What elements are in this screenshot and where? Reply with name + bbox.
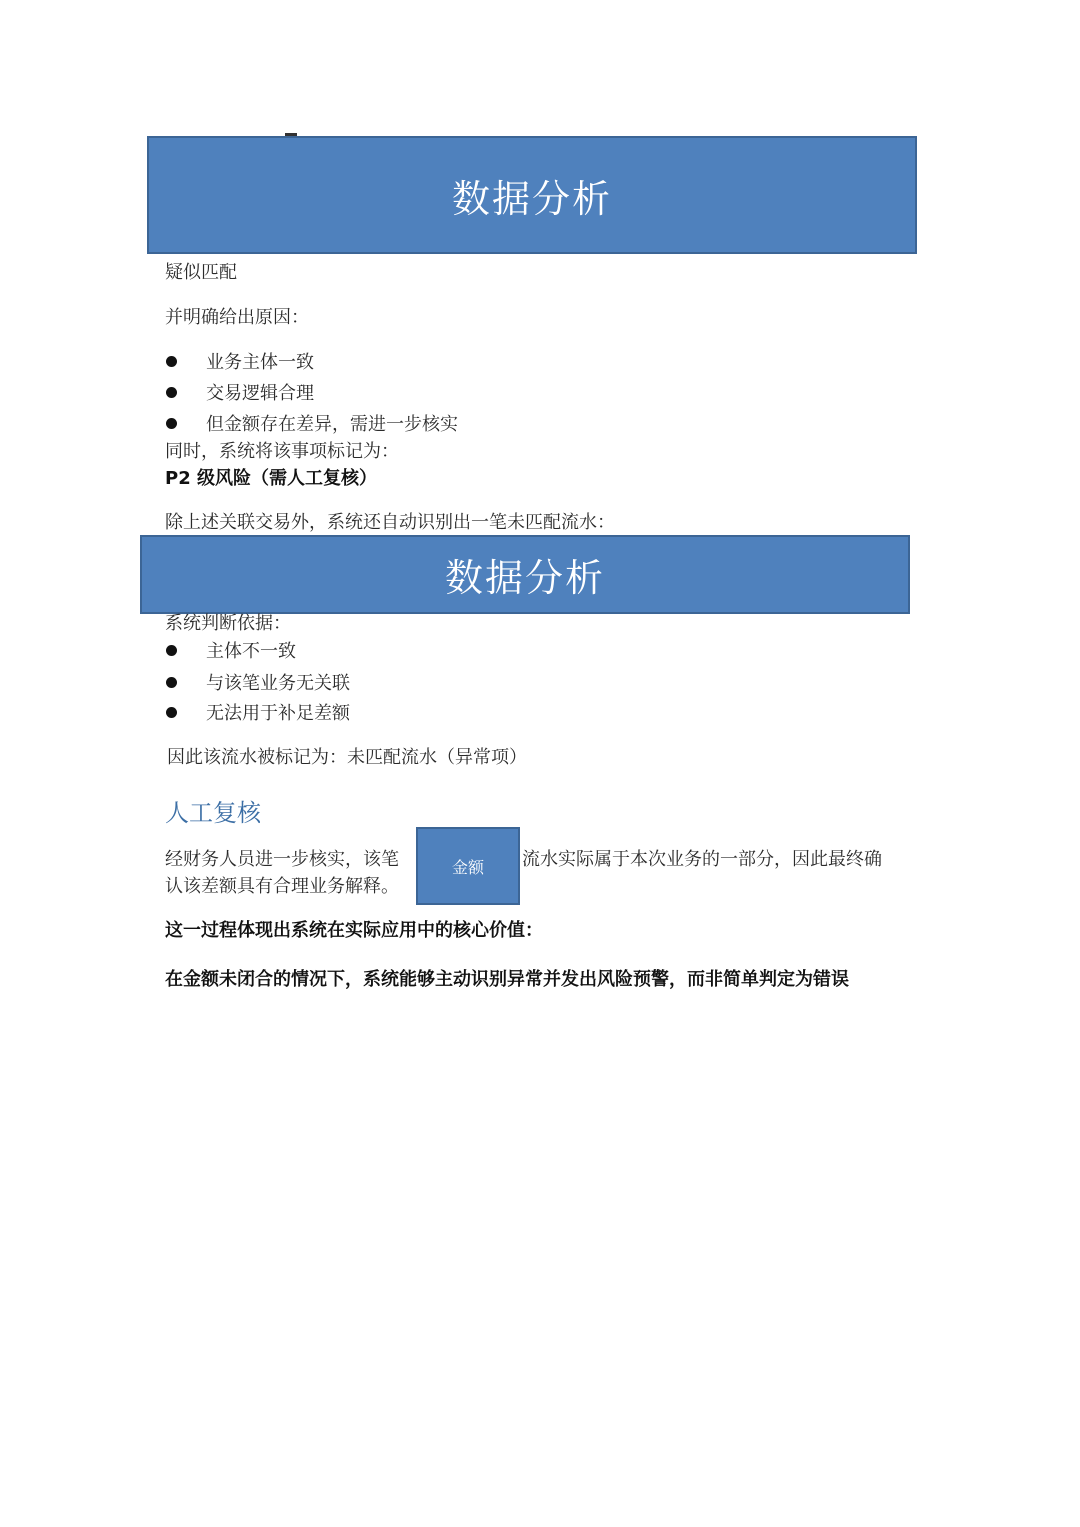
basis-item: 无法用于补足差额 [206, 703, 350, 724]
reason-item: 交易逻辑合理 [206, 383, 314, 404]
reason-intro: 并明确给出原因： [165, 307, 309, 328]
banner-top-title: 数据分析 [451, 176, 612, 221]
basis-intro: 系统判断依据： [165, 613, 291, 634]
review-heading: 人工复核 [165, 799, 261, 827]
bullet-dot-icon [166, 418, 177, 429]
value-intro: 这一过程体现出系统在实际应用中的核心价值： [165, 920, 543, 941]
basis-item: 主体不一致 [206, 641, 296, 662]
bullet-dot-icon [166, 356, 177, 367]
bullet-dot-icon [166, 677, 177, 688]
review-line-1a: 经财务人员进一步核实，该笔 [165, 849, 399, 870]
banner-top [147, 136, 917, 254]
conclusion-text: 因此该流水被标记为：未匹配流水（异常项） [167, 747, 527, 768]
amount-box-label: 金额 [451, 857, 484, 877]
reason-item: 业务主体一致 [206, 352, 314, 373]
bullet-dot-icon [166, 707, 177, 718]
review-line-1b: 流水实际属于本次业务的一部分，因此最终确 [522, 849, 882, 870]
unmatched-intro: 除上述关联交易外，系统还自动识别出一笔未匹配流水： [165, 512, 615, 533]
basis-item: 与该笔业务无关联 [206, 673, 350, 694]
amount-box [416, 827, 520, 905]
mark-intro: 同时，系统将该事项标记为： [165, 441, 399, 462]
value-statement: 在金额未闭合的情况下，系统能够主动识别异常并发出风险预警，而非简单判定为错误 [165, 969, 849, 990]
bullet-dot-icon [166, 645, 177, 656]
bullet-dot-icon [166, 387, 177, 398]
review-line-2: 认该差额具有合理业务解释。 [165, 876, 399, 897]
banner-middle [140, 535, 910, 614]
banner-middle-title: 数据分析 [444, 556, 605, 600]
reason-item: 但金额存在差异，需进一步核实 [206, 414, 458, 435]
match-status-label: 疑似匹配 [165, 262, 237, 283]
risk-level: P2 级风险（需人工复核） [165, 468, 377, 489]
